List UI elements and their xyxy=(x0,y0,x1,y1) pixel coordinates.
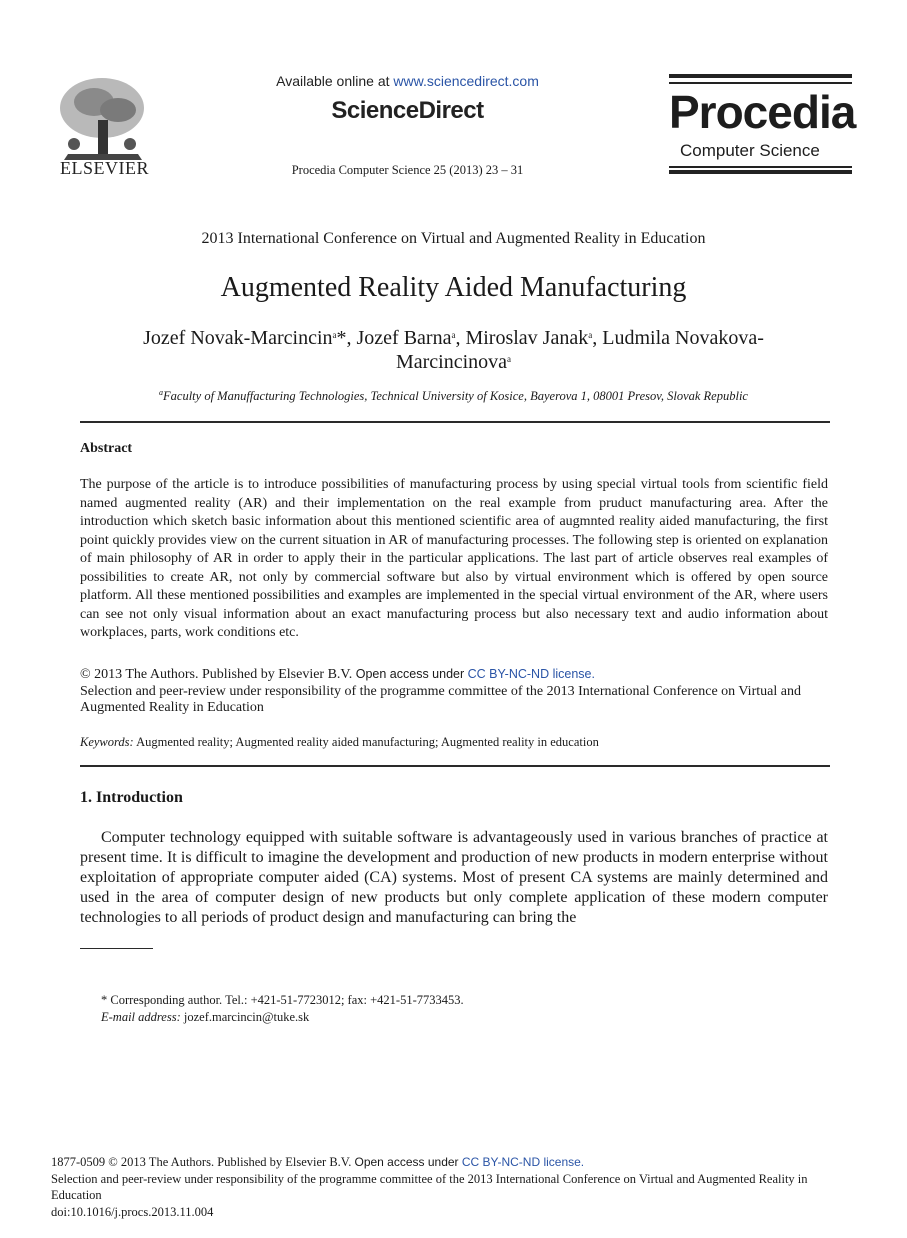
author-affiliation-mark: a xyxy=(451,330,456,340)
divider-bottom xyxy=(80,765,830,767)
author-separator: , xyxy=(455,327,466,349)
author-name: Jozef Barna xyxy=(356,327,452,349)
copyright-line: © 2013 The Authors. Published by Elsevier B.V. xyxy=(80,667,356,682)
affiliation-mark: a xyxy=(159,388,164,397)
keywords xyxy=(80,735,830,750)
author-name: Miroslav Janak xyxy=(465,327,589,349)
footer-license-link[interactable]: CC BY-NC-ND license. xyxy=(461,1155,585,1169)
author-name: Marcincinova xyxy=(395,351,508,373)
affiliation-text: Faculty of Manuffacturing Technologies, Technical University of Kosice, Bayerova 1, 08001 Presov, Slovak Republic xyxy=(163,389,748,403)
email-address[interactable]: jozef.marcincin@tuke.sk xyxy=(180,1009,310,1024)
conference-name: 2013 International Conference on Virtual and Augmented Reality in Education xyxy=(201,230,706,247)
footer-selection: Selection and peer-review under responsibility of the programme committee of the 2013 International Conference on Virtual and Augmented Reality in Education xyxy=(51,1171,808,1202)
footer-open-access-label: Open access under xyxy=(354,1155,462,1169)
procedia-bottom-rule xyxy=(669,166,852,168)
abstract-heading: Abstract xyxy=(80,441,133,456)
abstract-text: The purpose of the article is to introduce possibilities of manufacturing process by using special virtual tools from scientific field named augmented reality (AR) and their implementation on the real example from pruduct manufacturing area. After the introduction which sketch basic information about this mentioned scientific area of augmnted reality aided manufacturing, the first point quickly provides view on the current situation in AR of manufacturing processes. The following step is oriented on explanation of main philosophy of AR in order to apply their in the particular applications. The last part of article observes real examples of possibilities to create AR, not only by commercial software but also by virtual environment which is offered by open source platform. All these mentioned possibilities and examples are implemented in the special virtual environment of the AR, where users can see not only visual information about an exact manufacturing process but also necessary text and audio information about workplaces, parts, work conditions etc. xyxy=(80,477,828,640)
available-online-label: Available online at xyxy=(276,73,394,89)
corresponding-mark: *, xyxy=(336,327,357,349)
divider-top xyxy=(80,421,830,423)
procedia-top-rule xyxy=(669,74,852,78)
available-online xyxy=(240,73,575,89)
issn-line xyxy=(51,1154,851,1171)
elsevier-logo xyxy=(54,74,152,180)
page-footer xyxy=(51,1154,851,1220)
procedia-subtitle: Computer Science xyxy=(680,141,820,160)
introduction-text: Computer technology equipped with suitable software is advantageously used in various branches of practice at present time. It is difficult to imagine the development and production of new products in modern enterprise without exploitation of appropriate computer aided (CA) systems. Most of present CA systems are mainly determined and used in the area of computer design of new products but only complete application of these modern computer technologies to all periods of product design and manufacturing can bring the xyxy=(80,829,828,926)
procedia-bottom-rule-thick xyxy=(669,170,852,174)
procedia-top-rule-thin xyxy=(669,82,852,84)
author-affiliation-mark: a xyxy=(588,330,593,340)
copyright-notice xyxy=(80,666,830,717)
author-separator: , xyxy=(592,327,603,349)
keywords-label: Keywords: xyxy=(80,735,134,749)
author-affiliation-mark: a xyxy=(332,330,337,340)
footnote xyxy=(101,992,821,1025)
open-access-label: Open access under xyxy=(355,667,468,681)
email-label: E-mail address: xyxy=(101,1009,181,1024)
email-note xyxy=(101,1009,821,1026)
elsevier-wordmark: ELSEVIER xyxy=(60,158,149,178)
sciencedirect-brand: ScienceDirect xyxy=(331,97,484,124)
procedia-wordmark: Procedia xyxy=(669,86,856,138)
affiliation xyxy=(60,389,847,404)
author-name: Jozef Novak-Marcincin xyxy=(143,327,333,349)
author-affiliation-mark: a xyxy=(507,354,512,364)
keywords-text: Augmented reality; Augmented reality aided manufacturing; Augmented reality in education xyxy=(133,735,599,749)
corresponding-author-note: * Corresponding author. Tel.: +421-51-7723012; fax: +421-51-7733453. xyxy=(101,993,464,1007)
elsevier-tree-icon xyxy=(54,74,152,164)
journal-citation: Procedia Computer Science 25 (2013) 23 – 31 xyxy=(291,163,524,177)
license-link[interactable]: CC BY-NC-ND license. xyxy=(467,667,595,681)
author-list xyxy=(60,326,847,374)
doi[interactable]: doi:10.1016/j.procs.2013.11.004 xyxy=(51,1204,214,1219)
paper-title: Augmented Reality Aided Manufacturing xyxy=(220,272,687,303)
selection-statement: Selection and peer-review under responsibility of the programme committee of the 2013 International Conference on Virtual and Augmented Reality in Education xyxy=(80,683,801,715)
author-name: Ludmila Novakova- xyxy=(602,327,764,349)
footnote-separator xyxy=(80,948,153,949)
procedia-logo xyxy=(669,74,856,174)
section-heading: 1. Introduction xyxy=(80,789,183,806)
issn-copyright: 1877-0509 © 2013 The Authors. Published by Elsevier B.V. xyxy=(51,1155,355,1169)
sciencedirect-link[interactable]: www.sciencedirect.com xyxy=(393,73,539,89)
